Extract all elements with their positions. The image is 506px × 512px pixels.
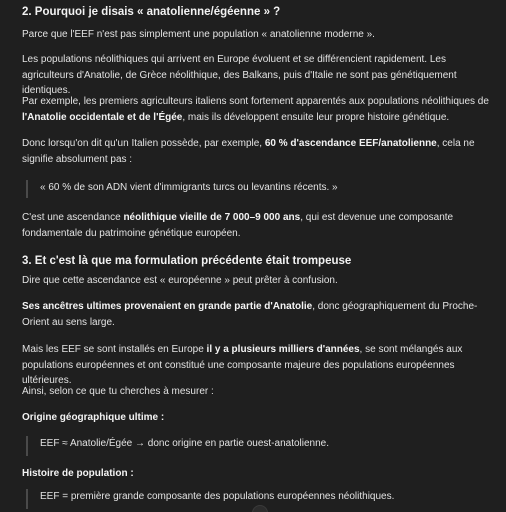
section-2-heading: 2. Pourquoi je disais « anatolienne/égéenne » ? [22, 6, 281, 18]
section-2-paragraph-1: Parce que l'EEF n'est pas simplement une population « anatolienne moderne ». [22, 29, 375, 40]
label-histoire: Histoire de population : [22, 468, 134, 479]
label-origine: Origine géographique ultime : [22, 412, 165, 423]
section-2-paragraph-2: Les populations néolithiques qui arrivent en Europe évoluent et se différencient rapidement. Les agriculteurs d'Anatolie, de Grèce néolithique, des Balkans, puis d'Italie ne sont pas génétiquement identiques. [22, 54, 457, 96]
section-2-paragraph-3: Par exemple, les premiers agriculteurs italiens sont fortement apparentés aux populations néolithiques de l'Anatolie occidentale et de l'Égée, mais ils développent ensuite leur propre histoire génétique. [22, 96, 489, 123]
section-3-paragraph-1: Dire que cette ascendance est « européenne » peut prêter à confusion. [22, 275, 338, 286]
section-2-paragraph-5: C'est une ascendance néolithique vieille de 7 000–9 000 ans, qui est devenue une composante fondamentale du patrimoine génétique européen. [22, 212, 454, 239]
section-2-paragraph-4: Donc lorsqu'on dit qu'un Italien possède, par exemple, 60 % d'ascendance EEF/anatolienne, cela ne signifie absolument pas : [22, 138, 475, 165]
blockquote-2-text: EEF ≈ Anatolie/Égée → donc origine en partie ouest-anatolienne. [40, 438, 330, 449]
blockquote-1-text: « 60 % de son ADN vient d'immigrants turcs ou levantins récents. » [40, 182, 338, 193]
blockquote-1 [26, 180, 494, 198]
section-3-paragraph-2: Ses ancêtres ultimes provenaient en grande partie d'Anatolie, donc géographiquement du Proche-Orient au sens large. [22, 301, 478, 328]
section-3-paragraph-4: Ainsi, selon ce que tu cherches à mesurer : [22, 386, 214, 397]
section-3-paragraph-3: Mais les EEF se sont installés en Europe il y a plusieurs milliers d'années, se sont mélangés aux populations européennes et ont constitué une composante majeure des populations européennes ultérieures. [22, 344, 463, 386]
section-3-heading: 3. Et c'est là que ma formulation précédente était trompeuse [22, 255, 352, 267]
blockquote-2 [26, 436, 494, 456]
blockquote-3-text: EEF = première grande composante des populations européennes néolithiques. [40, 491, 395, 502]
